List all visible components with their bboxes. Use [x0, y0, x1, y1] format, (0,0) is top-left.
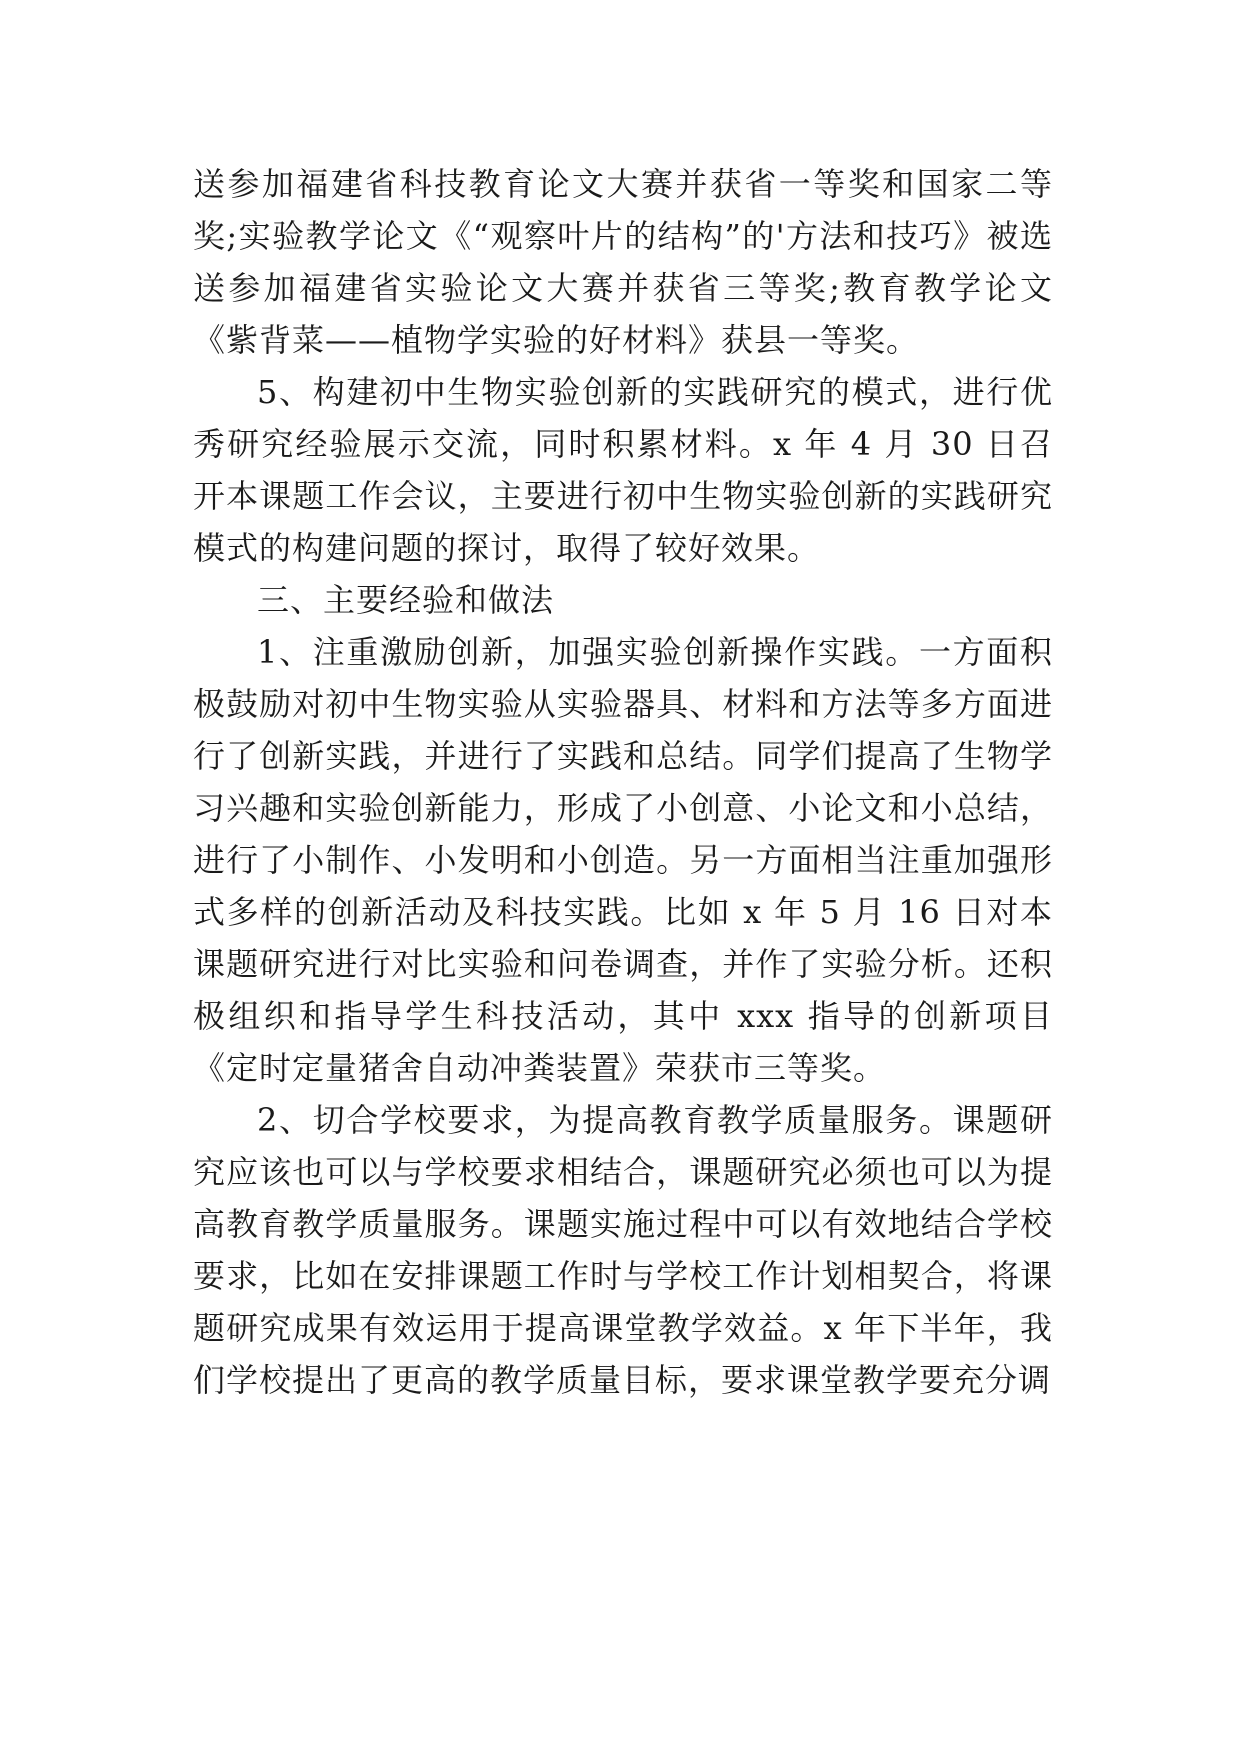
paragraph-awards-continued: 送参加福建省科技教育论文大赛并获省一等奖和国家二等奖;实验教学论文《“观察叶片的结构”的'方法和技巧》被选送参加福建省实验论文大赛并获省三等奖;教育教学论文《紫背菜——植物学实验的好材料》获县一等奖。 — [193, 165, 1053, 359]
paragraph-item-1: 1、注重激励创新，加强实验创新操作实践。一方面积极鼓励对初中生物实验从实验器具、材料和方法等多方面进行了创新实践，并进行了实践和总结。同学们提高了生物学习兴趣和实验创新能力，形成了小创意、小论文和小总结，进行了小制作、小发明和小创造。另一方面相当注重加强形式多样的创新活动及科技实践。比如 x 年 5 月 16 日对本课题研究进行对比实验和问卷调查，并作了实验分析。还积极组织和指导学生科技活动，其中 xxx 指导的创新项目《定时定量猪舍自动冲粪装置》荣获市三等奖。 — [193, 633, 1053, 1087]
document-body — [193, 158, 1053, 1406]
paragraph-item-5: 5、构建初中生物实验创新的实践研究的模式，进行优秀研究经验展示交流，同时积累材料。x 年 4 月 30 日召开本课题工作会议，主要进行初中生物实验创新的实践研究模式的构建问题的探讨，取得了较好效果。 — [193, 373, 1053, 567]
section-heading-experience: 三、主要经验和做法 — [257, 581, 555, 619]
paragraph-item-2: 2、切合学校要求，为提高教育教学质量服务。课题研究应该也可以与学校要求相结合，课题研究必须也可以为提高教育教学质量服务。课题实施过程中可以有效地结合学校要求，比如在安排课题工作时与学校工作计划相契合，将课题研究成果有效运用于提高课堂教学效益。x 年下半年，我们学校提出了更高的教学质量目标，要求课堂教学要充分调 — [193, 1101, 1053, 1399]
